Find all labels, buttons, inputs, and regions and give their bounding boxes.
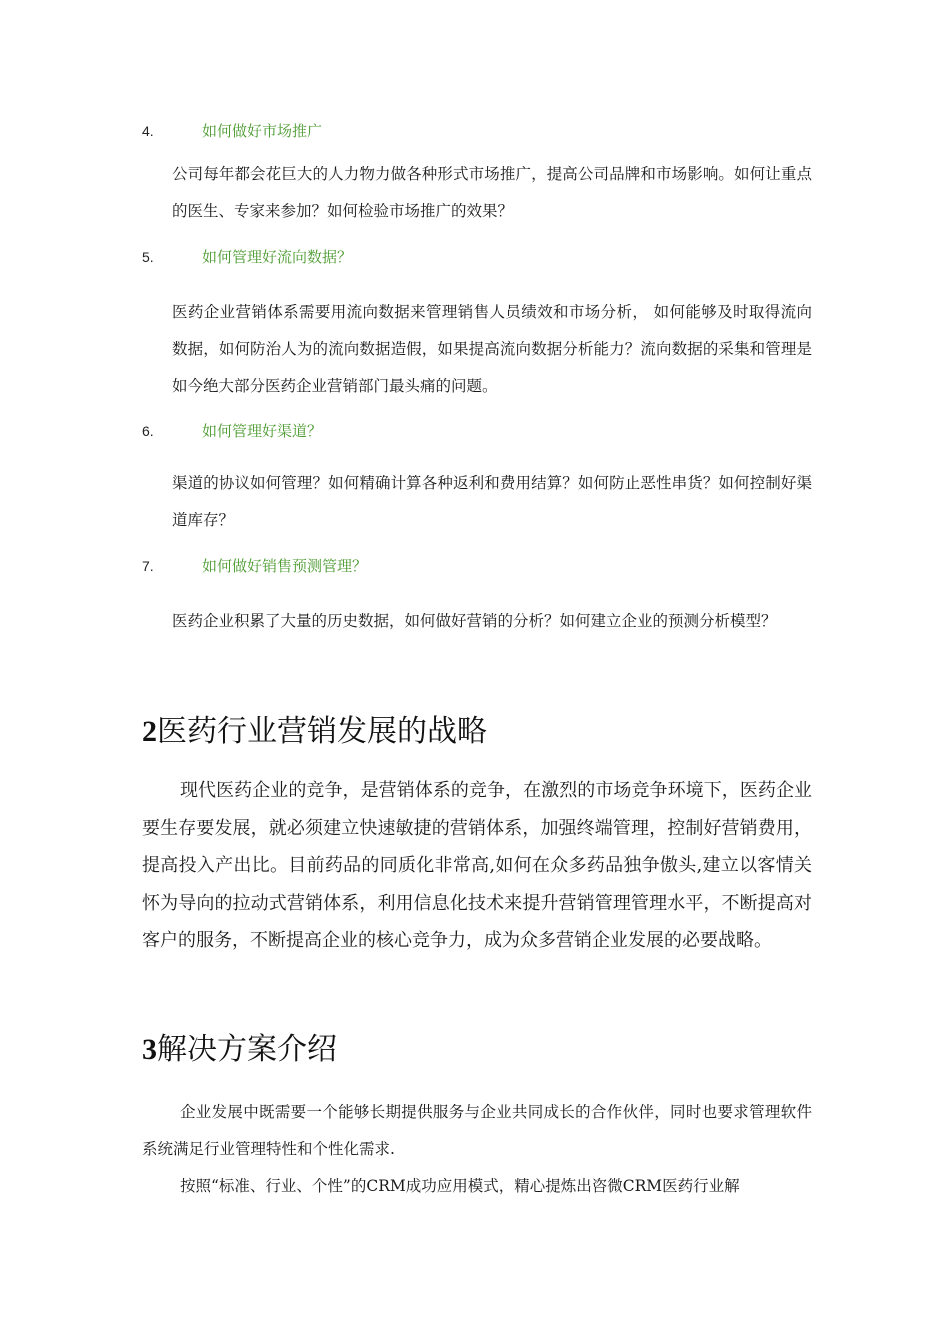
question-title: 如何做好销售预测管理？: [202, 557, 368, 575]
section-heading: [142, 712, 487, 752]
question-number: 6.: [142, 423, 154, 439]
question-body: 渠道的协议如何管理？如何精确计算各种返利和费用结算？如何防止恶性串货？如何控制好渠道库存？: [172, 474, 812, 529]
question-heading: [0, 420, 950, 444]
question-title: 如何管理好流向数据？: [202, 248, 353, 266]
section-paragraph: 按照“标准、行业、个性”的CRM成功应用模式，精心提炼出咨微CRM医药行业解: [180, 1177, 740, 1195]
question-heading: [0, 120, 950, 144]
question-heading: [0, 555, 950, 579]
question-body: 医药企业积累了大量的历史数据，如何做好营销的分析？如何建立企业的预测分析模型？: [172, 612, 777, 630]
section-heading: [142, 1030, 337, 1070]
question-title: 如何做好市场推广: [202, 122, 323, 140]
section-paragraph: 企业发展中既需要一个能够长期提供服务与企业共同成长的合作伙伴，同时也要求管理软件系统满足行业管理特性和个性化需求.: [142, 1103, 812, 1158]
section-paragraph: 现代医药企业的竞争，是营销体系的竞争，在激烈的市场竞争环境下，医药企业要生存要发展，就必须建立快速敏捷的营销体系，加强终端管理，控制好营销费用，提高投入产出比。目前药品的同质化非常高,如何在众多药品独争傲头,建立以客情关怀为导向的拉动式营销体系，利用信息化技术来提升营销管理管理水平，不断提高对客户的服务，不断提高企业的核心竞争力，成为众多营销企业发展的必要战略。: [142, 780, 812, 951]
question-body: 医药企业营销体系需要用流向数据来管理销售人员绩效和市场分析， 如何能够及时取得流向数据，如何防治人为的流向数据造假，如果提高流向数据分析能力？流向数据的采集和管理是如今绝大部分医药企业营销部门最头痛的问题。: [172, 303, 812, 395]
question-title: 如何管理好渠道？: [202, 422, 323, 440]
section-title: 医药行业营销发展的战略: [157, 714, 487, 749]
section-number: 3: [142, 1033, 157, 1066]
question-heading: [0, 246, 950, 270]
question-body: 公司每年都会花巨大的人力物力做各种形式市场推广，提高公司品牌和市场影响。如何让重点的医生、专家来参加？如何检验市场推广的效果？: [172, 165, 812, 220]
question-number: 5.: [142, 249, 154, 265]
section-number: 2: [142, 715, 157, 748]
question-number: 7.: [142, 558, 154, 574]
question-number: 4.: [142, 123, 154, 139]
section-title: 解决方案介绍: [157, 1032, 337, 1067]
